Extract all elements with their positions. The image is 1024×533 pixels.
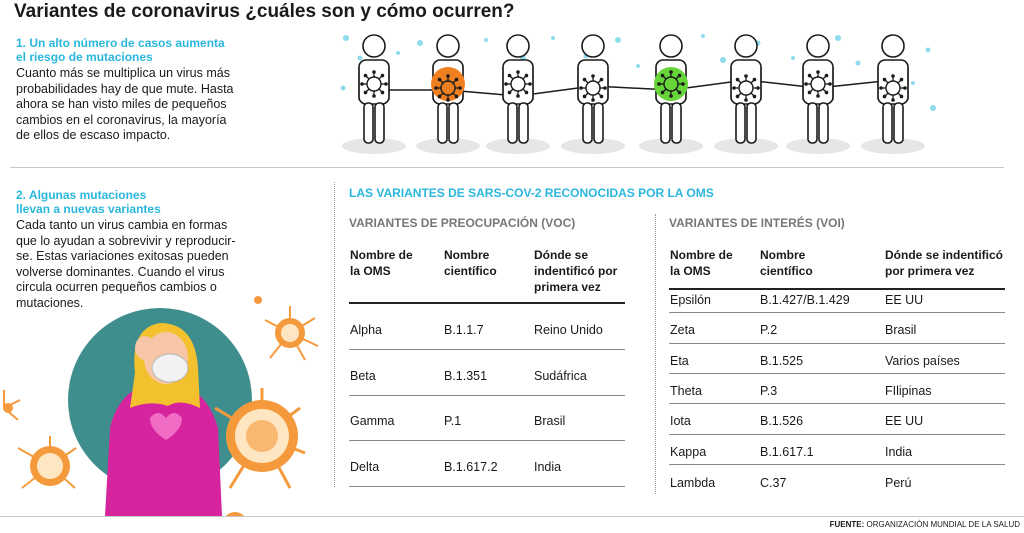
voi-cell-name: Eta xyxy=(670,354,689,368)
header-line: Dónde se xyxy=(534,248,589,262)
voi-cell-where: Perú xyxy=(885,476,912,490)
voi-cell-name: Kappa xyxy=(670,445,707,459)
voi-header-sci xyxy=(760,247,813,279)
section1-body-line: cambios en el coronavirus, la mayoría xyxy=(16,112,227,127)
voi-cell-sci: B.1.525 xyxy=(760,354,804,368)
row-rule xyxy=(669,373,1005,374)
header-line: científico xyxy=(444,264,497,278)
voc-cell-sci: P.1 xyxy=(444,414,462,428)
voc-header-sci xyxy=(444,247,497,279)
voc-cell-name: Alpha xyxy=(350,323,382,337)
header-line: científico xyxy=(760,264,813,278)
people-infection-illustration xyxy=(338,28,938,158)
voi-cell-sci: P.3 xyxy=(760,384,778,398)
person-icon xyxy=(861,35,925,154)
voc-cell-where: Brasil xyxy=(534,414,566,428)
header-line: Dónde se indentificó xyxy=(885,248,1004,262)
header-line: Nombre de xyxy=(670,248,733,262)
voi-header-rule xyxy=(669,288,1005,290)
header-line: Nombre de xyxy=(350,248,413,262)
voi-cell-where: FIlipinas xyxy=(885,384,932,398)
table-divider xyxy=(655,214,656,494)
header-line: la OMS xyxy=(670,264,711,278)
voi-cell-where: EE UU xyxy=(885,414,924,428)
voi-cell-sci: P.2 xyxy=(760,323,778,337)
voc-cell-name: Delta xyxy=(350,460,380,474)
row-rule xyxy=(349,486,625,487)
voc-title: VARIANTES DE PREOCUPACIÓN (VOC) xyxy=(349,216,576,230)
voi-cell-name: Zeta xyxy=(670,323,696,337)
voc-cell-where: Reino Unido xyxy=(534,323,603,337)
section-divider xyxy=(10,167,1004,168)
person-icon xyxy=(639,35,703,154)
section1-heading-line2: el riesgo de mutaciones xyxy=(16,50,153,64)
section2-heading-line1: 2. Algunas mutaciones xyxy=(16,188,147,202)
section1-body-line: probabilidades hay de que mute. Hasta xyxy=(16,81,234,96)
source-credit xyxy=(830,520,1020,529)
voc-cell-name: Gamma xyxy=(350,414,395,428)
section2-body-line: volverse dominantes. Cuando el virus xyxy=(16,264,225,279)
header-line: Nombre xyxy=(444,248,490,262)
row-rule xyxy=(669,434,1005,435)
voi-cell-where: EE UU xyxy=(885,293,924,307)
row-rule xyxy=(349,440,625,441)
voc-cell-sci: B.1.1.7 xyxy=(444,323,484,337)
column-divider xyxy=(334,182,335,487)
section1-body-line: Cuanto más se multiplica un virus más xyxy=(16,66,230,80)
person-icon xyxy=(561,35,625,154)
section1-body-line: de ellos de escaso impacto. xyxy=(16,128,171,142)
voc-cell-name: Beta xyxy=(350,369,376,383)
voi-cell-where: Varios países xyxy=(885,354,960,368)
section2-body-line: que lo ayudan a sobrevivir y reproducir- xyxy=(16,233,236,248)
voi-cell-name: Lambda xyxy=(670,476,716,490)
oms-variants-title: LAS VARIANTES DE SARS-COV-2 RECONOCIDAS POR LA OMS xyxy=(349,186,714,200)
voc-header-where xyxy=(534,247,617,295)
voi-cell-name: Theta xyxy=(670,384,702,398)
voc-header-rule xyxy=(349,302,625,304)
section1-body-line: ahora se han visto miles de pequeños xyxy=(16,97,227,111)
section2-body-line: mutaciones. xyxy=(16,295,84,310)
voi-cell-where: Brasil xyxy=(885,323,917,337)
voi-cell-name: Epsilón xyxy=(670,293,711,307)
row-rule xyxy=(349,349,625,350)
woman-illustration xyxy=(0,288,330,516)
person-icon xyxy=(786,35,850,154)
voi-header-name xyxy=(670,247,733,279)
source-text: ORGANIZACIÓN MUNDIAL DE LA SALUD xyxy=(866,520,1020,529)
voi-cell-sci: C.37 xyxy=(760,476,787,490)
row-rule xyxy=(669,343,1005,344)
page-title: Variantes de coronavirus ¿cuáles son y cómo ocurren? xyxy=(14,1,515,22)
row-rule xyxy=(349,395,625,396)
header-line: Nombre xyxy=(760,248,806,262)
section1-heading-line1: 1. Un alto número de casos aumenta xyxy=(16,36,225,50)
row-rule xyxy=(669,403,1005,404)
virus-icon xyxy=(18,436,76,488)
voi-header-where xyxy=(885,247,1003,279)
section1-heading xyxy=(16,36,225,64)
voi-cell-where: India xyxy=(885,445,913,459)
voc-cell-where: India xyxy=(534,460,562,474)
header-line: primera vez xyxy=(534,280,601,294)
section2-body-line: Cada tanto un virus cambia en formas xyxy=(16,218,228,232)
voi-cell-sci: B.1.526 xyxy=(760,414,804,428)
voc-header-name xyxy=(350,247,413,279)
voc-cell-where: Sudáfrica xyxy=(534,369,587,383)
source-label: FUENTE: xyxy=(829,520,865,529)
header-line: la OMS xyxy=(350,264,391,278)
section2-body-line: se. Estas variaciones exitosas pueden xyxy=(16,249,229,263)
voc-cell-sci: B.1.617.2 xyxy=(444,460,498,474)
virus-icon xyxy=(265,306,318,360)
voi-cell-sci: B.1.617.1 xyxy=(760,445,814,459)
header-line: indentificó por xyxy=(534,264,618,278)
person-icon xyxy=(714,35,778,154)
voi-cell-sci: B.1.427/B.1.429 xyxy=(760,293,850,307)
voi-cell-name: Iota xyxy=(670,414,691,428)
footer-rule xyxy=(0,516,1024,517)
section1-body xyxy=(16,66,234,144)
person-icon xyxy=(416,35,480,154)
voc-cell-sci: B.1.351 xyxy=(444,369,488,383)
row-rule xyxy=(669,312,1005,313)
section2-heading xyxy=(16,188,161,216)
section2-heading-line2: llevan a nuevas variantes xyxy=(16,202,161,216)
row-rule xyxy=(669,464,1005,465)
section2-body-line: circula ocurren pequeños cambios o xyxy=(16,280,217,294)
header-line: por primera vez xyxy=(885,264,975,278)
voi-title: VARIANTES DE INTERÉS (VOI) xyxy=(669,216,845,230)
virus-particles-decoration xyxy=(341,34,937,111)
